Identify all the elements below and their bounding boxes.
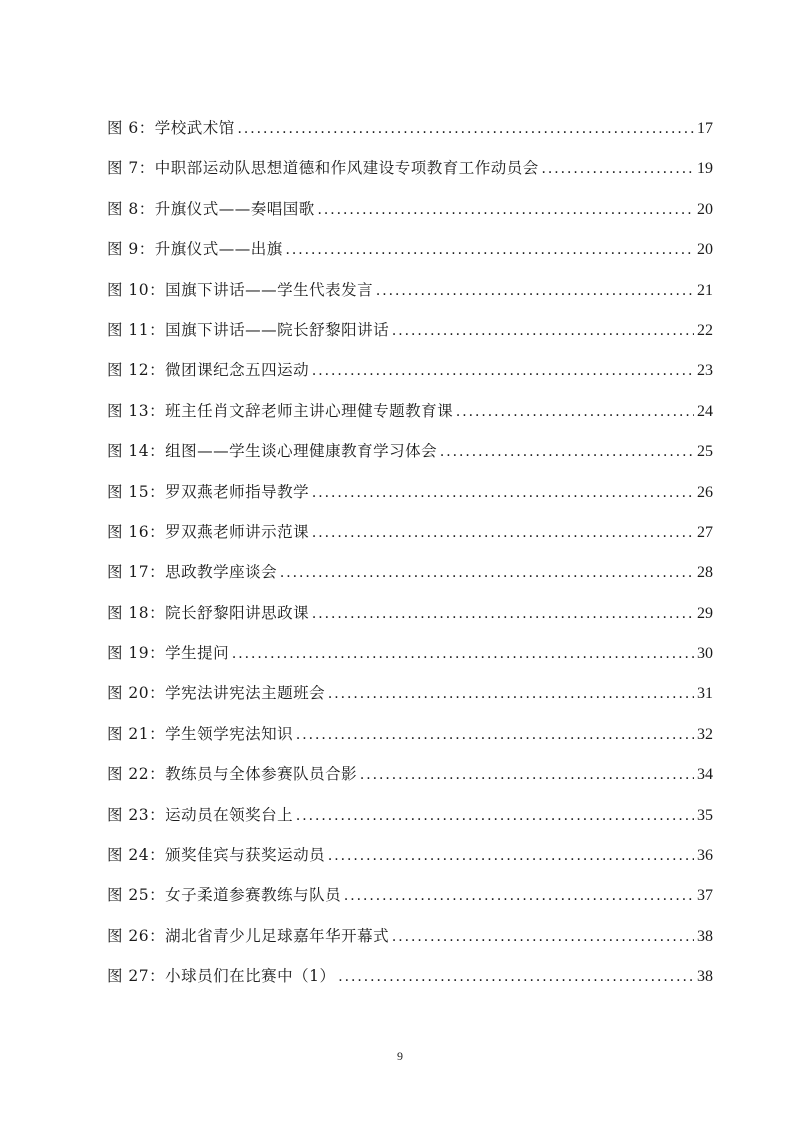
toc-entry-page: 30 (697, 645, 713, 663)
toc-dot-leader (286, 230, 694, 270)
toc-entry[interactable] (107, 875, 713, 915)
toc-entry-title: 图 8：升旗仪式——奏唱国歌 (107, 199, 315, 218)
toc-dot-leader (238, 109, 694, 149)
toc-entry-page: 28 (697, 564, 713, 582)
toc-entry-title: 图 17：思政教学座谈会 (107, 563, 278, 582)
toc-entry-page: 24 (697, 402, 713, 420)
toc-entry-title: 图 13：班主任肖文辞老师主讲心理健专题教育课 (107, 401, 454, 420)
toc-entry-title: 图 21：学生领学宪法知识 (107, 724, 294, 743)
toc-entry-page: 38 (697, 927, 713, 945)
toc-entry[interactable] (107, 108, 713, 148)
toc-entry-title: 图 20：学宪法讲宪法主题班会 (107, 684, 326, 703)
toc-entry-title: 图 25：女子柔道参赛教练与队员 (107, 886, 342, 905)
toc-dot-leader (312, 473, 694, 513)
toc-entry[interactable] (107, 552, 713, 592)
toc-dot-leader (296, 796, 694, 836)
toc-entry-page: 36 (697, 847, 713, 865)
toc-entry[interactable] (107, 835, 713, 875)
toc-entry-title: 图 10：国旗下讲话——学生代表发言 (107, 280, 374, 299)
toc-entry-page: 27 (697, 523, 713, 541)
table-of-figures (107, 108, 713, 997)
toc-entry-title: 图 23：运动员在领奖台上 (107, 805, 294, 824)
toc-entry-title: 图 14：组图——学生谈心理健康教育学习体会 (107, 442, 438, 461)
toc-entry-page: 20 (697, 241, 713, 259)
toc-entry-page: 32 (697, 725, 713, 743)
toc-dot-leader (392, 917, 694, 957)
toc-entry-title: 图 11：国旗下讲话——院长舒黎阳讲话 (107, 320, 390, 339)
toc-entry-title: 图 24：颁奖佳宾与获奖运动员 (107, 846, 326, 865)
toc-entry[interactable] (107, 270, 713, 310)
toc-dot-leader (376, 271, 694, 311)
toc-dot-leader (328, 674, 694, 714)
toc-entry-page: 31 (697, 685, 713, 703)
toc-entry-title: 图 15：罗双燕老师指导教学 (107, 482, 310, 501)
toc-entry[interactable] (107, 754, 713, 794)
toc-entry-page: 21 (697, 281, 713, 299)
toc-entry[interactable] (107, 633, 713, 673)
toc-dot-leader (280, 553, 694, 593)
toc-entry[interactable] (107, 431, 713, 471)
toc-entry-title: 图 16：罗双燕老师讲示范课 (107, 522, 310, 541)
toc-entry-title: 图 27：小球员们在比赛中（1） (107, 967, 336, 986)
toc-dot-leader (542, 149, 694, 189)
toc-entry[interactable] (107, 795, 713, 835)
toc-dot-leader (312, 351, 694, 391)
toc-entry-page: 25 (697, 443, 713, 461)
toc-entry[interactable] (107, 512, 713, 552)
toc-entry[interactable] (107, 310, 713, 350)
toc-entry-page: 20 (697, 200, 713, 218)
toc-dot-leader (344, 876, 694, 916)
toc-entry[interactable] (107, 956, 713, 996)
toc-dot-leader (360, 755, 694, 795)
toc-dot-leader (232, 634, 694, 674)
toc-entry[interactable] (107, 189, 713, 229)
toc-dot-leader (328, 836, 694, 876)
toc-entry-title: 图 22：教练员与全体参赛队员合影 (107, 765, 358, 784)
toc-entry[interactable] (107, 714, 713, 754)
toc-entry-page: 38 (697, 968, 713, 986)
toc-dot-leader (339, 957, 694, 997)
toc-entry[interactable] (107, 916, 713, 956)
toc-entry[interactable] (107, 472, 713, 512)
toc-entry-title: 图 12：微团课纪念五四运动 (107, 361, 310, 380)
toc-entry-page: 17 (697, 120, 713, 137)
toc-dot-leader (296, 715, 694, 755)
toc-entry-title: 图 19：学生提问 (107, 644, 230, 663)
toc-entry-page: 22 (697, 321, 713, 339)
toc-dot-leader (392, 311, 694, 351)
toc-entry-title: 图 7：中职部运动队思想道德和作风建设专项教育工作动员会 (107, 159, 539, 178)
toc-entry-page: 34 (697, 766, 713, 784)
toc-entry[interactable] (107, 229, 713, 269)
toc-entry-title: 图 18：院长舒黎阳讲思政课 (107, 603, 310, 622)
toc-entry-page: 35 (697, 806, 713, 824)
toc-entry-page: 26 (697, 483, 713, 501)
toc-entry-page: 19 (697, 160, 713, 178)
toc-dot-leader (312, 513, 694, 553)
toc-entry[interactable] (107, 350, 713, 390)
toc-dot-leader (312, 594, 694, 634)
toc-dot-leader (318, 190, 694, 230)
toc-entry-title: 图 6：学校武术馆 (107, 119, 235, 137)
toc-entry[interactable] (107, 391, 713, 431)
toc-entry[interactable] (107, 148, 713, 188)
toc-dot-leader (440, 432, 694, 472)
toc-entry-page: 23 (697, 362, 713, 380)
toc-entry[interactable] (107, 593, 713, 633)
toc-entry-page: 37 (697, 887, 713, 905)
page-number: 9 (397, 1049, 403, 1063)
toc-entry-page: 29 (697, 604, 713, 622)
toc-entry[interactable] (107, 673, 713, 713)
toc-entry-title: 图 26：湖北省青少儿足球嘉年华开幕式 (107, 926, 390, 945)
toc-entry-title: 图 9：升旗仪式——出旗 (107, 240, 283, 259)
toc-dot-leader (456, 392, 694, 432)
